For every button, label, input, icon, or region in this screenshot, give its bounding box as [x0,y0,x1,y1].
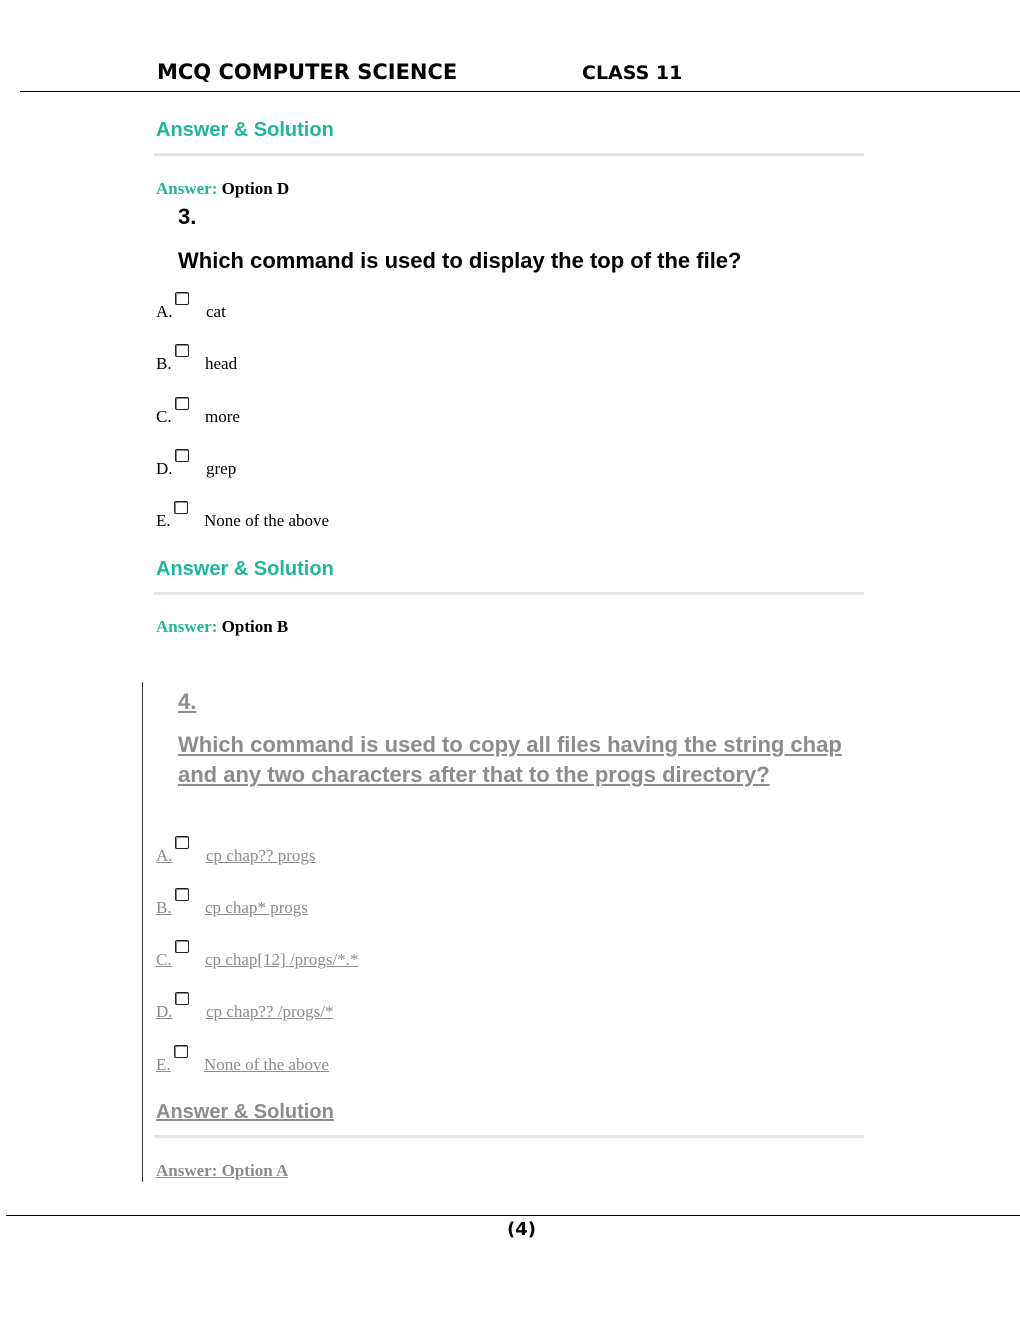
checkbox-icon[interactable] [175,344,189,357]
question-text: Which command is used to copy all files having the string chap and any two characters after that to the progs directory? [178,732,842,787]
answer-value: Option D [221,179,290,198]
checkbox-icon[interactable] [175,292,189,305]
option-letter: B. [156,354,172,373]
option-letter: B. [156,898,172,917]
option-letter: E. [156,511,171,530]
option-letter: E. [156,1055,171,1074]
answer-label: Answer: [156,179,218,198]
answer-label: Answer: [156,617,218,636]
checkbox-icon[interactable] [175,397,189,410]
question-text: Which command is used to display the top of the file? [178,248,742,273]
question-number: 3. [178,204,197,229]
option-text: cat [206,302,226,321]
option-letter: D. [156,1002,173,1021]
answer-value: Option B [221,617,289,636]
checkbox-icon[interactable] [175,836,189,849]
option-letter: A. [156,846,173,865]
option-text: None of the above [204,511,330,530]
option-text: head [205,354,238,373]
answer-line [156,179,289,199]
answer-line: Answer: Option A [156,1161,289,1180]
answer-line [156,617,288,637]
option-text: more [205,407,240,426]
option-letter: A. [156,302,173,321]
question-number: 4. [178,689,197,714]
section-divider [154,153,864,156]
checkbox-icon[interactable] [175,888,189,901]
option-text: cp chap* progs [205,898,308,917]
section-divider [154,1135,864,1138]
checkbox-icon[interactable] [175,449,189,462]
class-label: CLASS 11 [582,62,683,84]
checkbox-icon[interactable] [175,940,189,953]
answer-solution-link[interactable]: Answer & Solution [156,119,334,141]
header-rule [20,91,1020,92]
option-letter: C. [156,950,172,969]
checkbox-icon[interactable] [174,1045,188,1058]
option-letter: C. [156,407,172,426]
checkbox-icon[interactable] [175,992,189,1005]
answer-solution-link[interactable]: Answer & Solution [156,1101,334,1123]
option-text: None of the above [204,1055,330,1074]
option-text: grep [206,459,237,478]
footer-rule [6,1215,1020,1216]
change-bar [142,682,143,1182]
answer-solution-link[interactable]: Answer & Solution [156,558,334,580]
option-text: cp chap?? progs [206,846,316,865]
option-text: cp chap?? /progs/* [206,1002,334,1021]
checkbox-icon[interactable] [174,501,188,514]
document-title: MCQ COMPUTER SCIENCE [157,60,458,84]
option-text: cp chap[12] /progs/*.* [205,950,359,969]
page-number: (4) [507,1219,536,1240]
option-letter: D. [156,459,173,478]
section-divider [154,592,864,595]
